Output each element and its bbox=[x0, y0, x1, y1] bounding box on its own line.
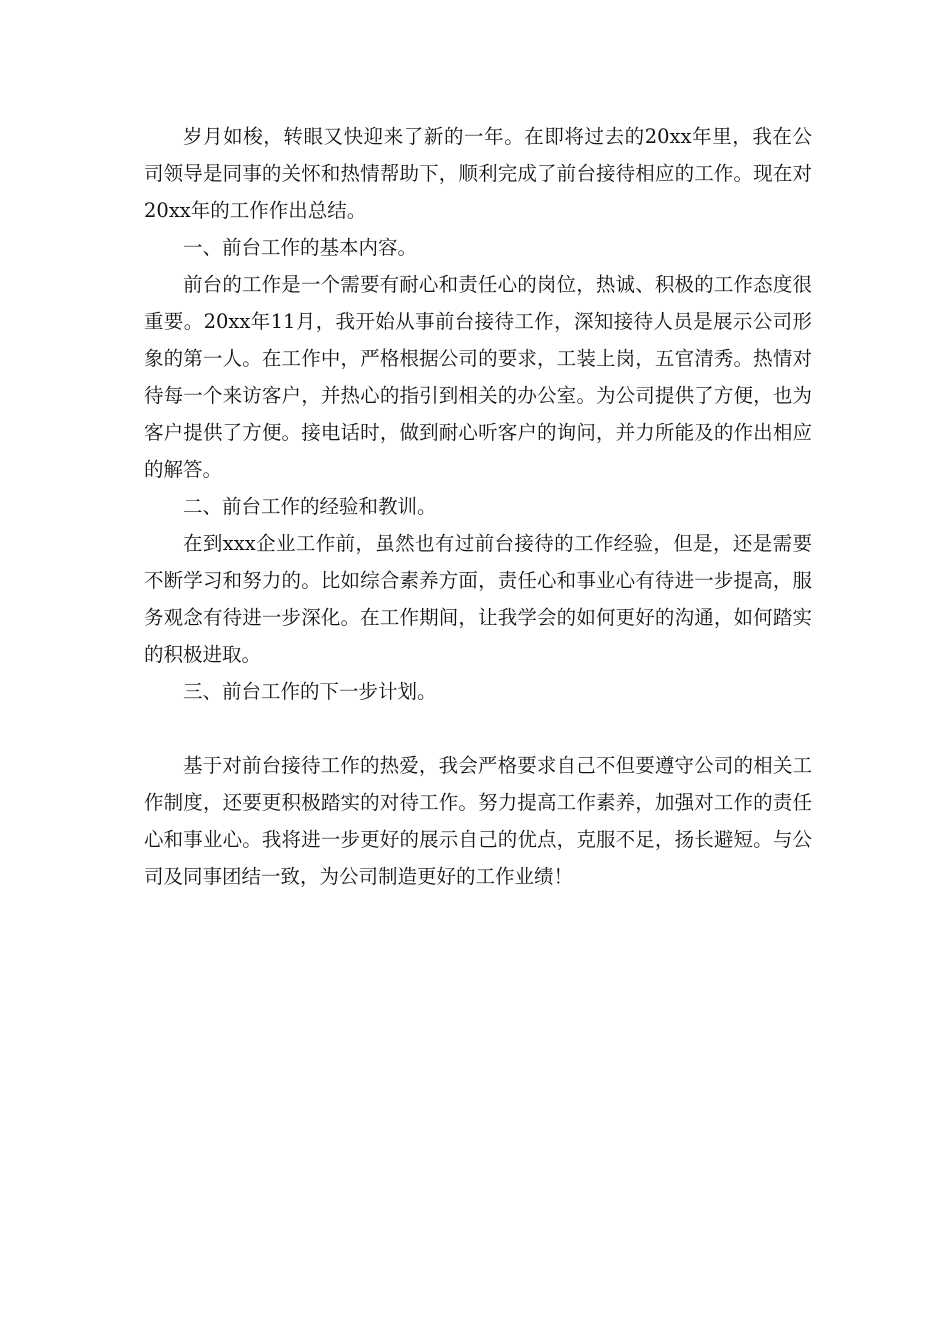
section-2-paragraph: 在到xxx企业工作前，虽然也有过前台接待的工作经验，但是，还是需要不断学习和努力的。比如综合素养方面，责任心和事业心有待进一步提高，服务观念有待进一步深化。在工作期间，让我学会的如何更好的沟通，如何踏实的积极进取。 bbox=[144, 532, 812, 666]
section-heading-3: 三、前台工作的下一步计划。 bbox=[183, 680, 437, 703]
section-1-paragraph: 前台的工作是一个需要有耐心和责任心的岗位，热诚、积极的工作态度很重要。20xx年11月，我开始从事前台接待工作，深知接待人员是展示公司形象的第一人。在工作中，严格根据公司的要求，工装上岗，五官清秀。热情对待每一个来访客户，并热心的指引到相关的办公室。为公司提供了方便，也为客户提供了方便。接电话时，做到耐心听客户的询问，并力所能及的作出相应的解答。 bbox=[144, 273, 812, 481]
section-heading-2: 二、前台工作的经验和教训。 bbox=[183, 495, 437, 518]
section-heading-1: 一、前台工作的基本内容。 bbox=[183, 236, 418, 259]
document-body bbox=[144, 118, 812, 895]
intro-paragraph: 岁月如梭，转眼又快迎来了新的一年。在即将过去的20xx年里，我在公司领导是同事的关怀和热情帮助下，顺利完成了前台接待相应的工作。现在对20xx年的工作作出总结。 bbox=[144, 125, 812, 222]
section-3-paragraph: 基于对前台接待工作的热爱，我会严格要求自己不但要遵守公司的相关工作制度，还要更积极踏实的对待工作。努力提高工作素养，加强对工作的责任心和事业心。我将进一步更好的展示自己的优点，克服不足，扬长避短。与公司及同事团结一致，为公司制造更好的工作业绩！ bbox=[144, 754, 812, 888]
